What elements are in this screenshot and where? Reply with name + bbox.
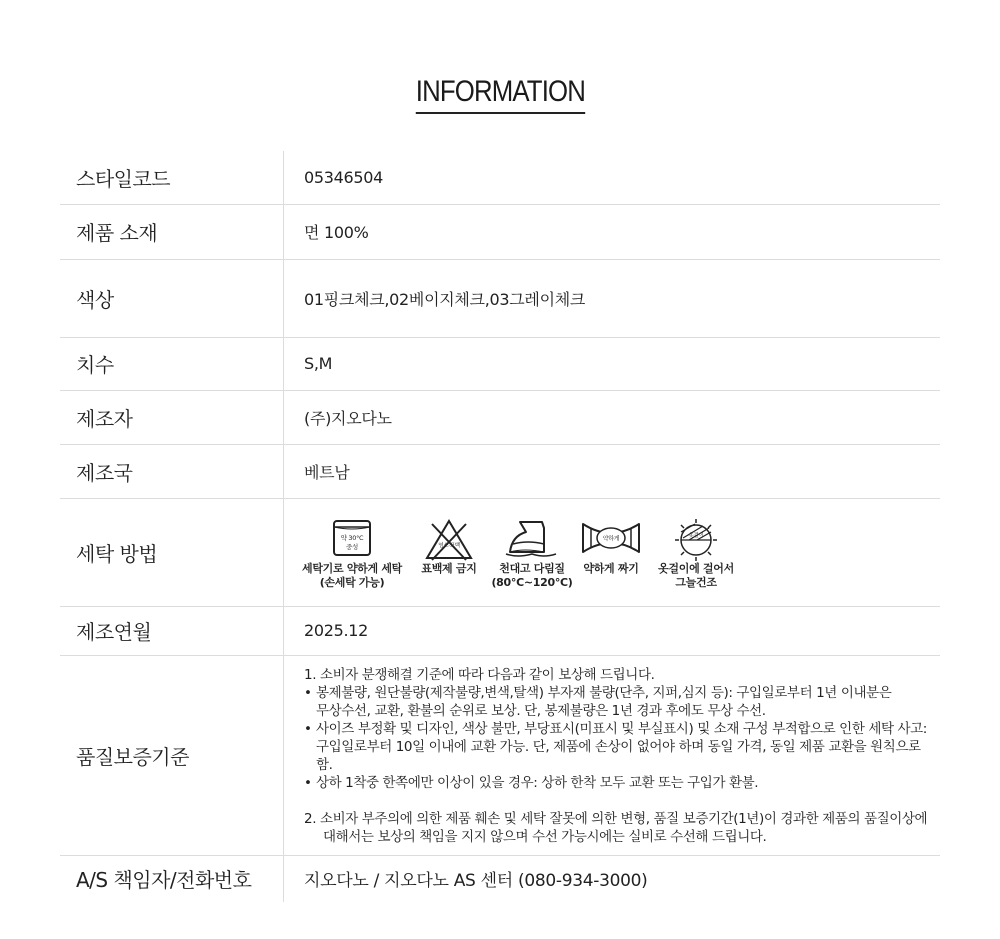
no-bleach-icon	[424, 518, 474, 562]
value-as: 지오다노 / 지오다노 AS 센터 (080-934-3000)	[304, 871, 648, 892]
care-item-bleach	[416, 518, 482, 576]
care-label-dry	[658, 562, 734, 590]
dry-inner-text: 옷걸이	[688, 533, 704, 539]
row-material	[60, 204, 940, 259]
care-label-iron-2: (80°C~120°C)	[491, 576, 573, 589]
quality-bullet-2-cont: 구입일로부터 10일 이내에 교환 가능. 단, 제품에 손상이 없어야 하며 동일 가격, 동일 제품 교환을 원칙으로 함.	[316, 739, 921, 773]
label-as: A/S 책임자/전화번호	[60, 855, 284, 902]
quality-bullet-2: • 사이즈 부정확 및 디자인, 색상 불만, 부당표시(미표시 및 부실표시) 및 소재 구성 부적합으로 인한 세탁 사고:	[304, 720, 940, 738]
value-size: S,M	[284, 337, 941, 390]
label-washing: 세탁 방법	[60, 498, 284, 606]
row-manufacturer	[60, 390, 940, 444]
label-material: 제품 소재	[60, 204, 284, 259]
label-size: 치수	[60, 337, 284, 390]
care-label-bleach: 표백제 금지	[421, 562, 477, 575]
care-label-iron	[491, 562, 572, 590]
quality-bullet-1-cont: 무상수선, 교환, 환불의 순위로 보상. 단, 봉제불량은 1년 경과 후에도 무상 수선.	[316, 703, 766, 719]
quality-bullet-1: • 봉제불량, 원단불량(제작불량,변색,탈색) 부자재 불량(단추, 지퍼,심지 등): 구입일로부터 1년 이내분은	[304, 684, 940, 702]
care-label-wash	[302, 562, 402, 590]
wring-inner-text: 약하게	[602, 535, 620, 543]
label-color: 색상	[60, 259, 284, 337]
care-label-dry-2: 그늘건조	[675, 576, 717, 589]
wash-tub-icon	[332, 518, 372, 558]
quality-line-2: 2. 소비자 부주의에 의한 제품 훼손 및 세탁 잘못에 의한 변형, 품질 보증기간(1년)이 경과한 제품의 품질이상에	[304, 811, 928, 827]
quality-text	[304, 664, 940, 846]
value-washing	[284, 498, 941, 606]
care-label-dry-1: 옷걸이에 걸어서	[658, 562, 734, 575]
wash-temp-text: 약 30°C	[340, 534, 364, 542]
label-quality: 품질보증기준	[60, 655, 284, 855]
row-size	[60, 337, 940, 390]
value-manufacturer: (주)지오다노	[284, 390, 941, 444]
care-label-wash-1: 세탁기로 약하게 세탁	[302, 562, 402, 575]
label-manufacturer: 제조자	[60, 390, 284, 444]
care-label-wring: 약하게 짜기	[583, 562, 639, 575]
bleach-inner-text: 염소·표백	[438, 543, 460, 549]
section-title-wrap	[0, 72, 1000, 114]
care-item-iron	[491, 518, 573, 590]
value-country: 베트남	[284, 444, 941, 498]
quality-spacer	[304, 792, 940, 810]
iron-icon	[504, 518, 560, 558]
row-quality	[60, 655, 940, 855]
section-title: INFORMATION	[415, 72, 584, 114]
care-icons	[304, 514, 940, 590]
product-info-table	[60, 151, 940, 902]
care-item-wash	[300, 518, 404, 590]
value-color: 01핑크체크,02베이지체크,03그레이체크	[284, 259, 941, 337]
label-style-code: 스타일코드	[60, 151, 284, 204]
care-label-wash-2: (손세탁 가능)	[319, 576, 385, 589]
value-style-code: 05346504	[284, 151, 941, 204]
value-date: 2025.12	[284, 606, 941, 655]
label-country: 제조국	[60, 444, 284, 498]
quality-bullet-3: • 상하 1착중 한쪽에만 이상이 있을 경우: 상하 한착 모두 교환 또는 구입가 환불.	[304, 774, 940, 792]
wring-icon	[581, 518, 641, 558]
care-label-iron-1: 천대고 다림질	[499, 562, 565, 575]
wash-detergent-text: 중성	[346, 543, 358, 551]
row-as	[60, 855, 940, 902]
label-date: 제조연월	[60, 606, 284, 655]
value-quality	[284, 655, 941, 855]
quality-line-2-cont: 대해서는 보상의 책임을 지지 않으며 수선 가능시에는 실비로 수선해 드립니다.	[323, 829, 767, 845]
row-date	[60, 606, 940, 655]
quality-line-1: 1. 소비자 분쟁해결 기준에 따라 다음과 같이 보상해 드립니다.	[304, 667, 655, 683]
row-country	[60, 444, 940, 498]
care-item-dry	[656, 518, 736, 590]
hang-dry-shade-icon	[671, 518, 721, 562]
care-item-wring	[578, 518, 644, 576]
row-washing	[60, 498, 940, 606]
row-color	[60, 259, 940, 337]
value-material: 면 100%	[284, 204, 941, 259]
row-style-code	[60, 151, 940, 204]
